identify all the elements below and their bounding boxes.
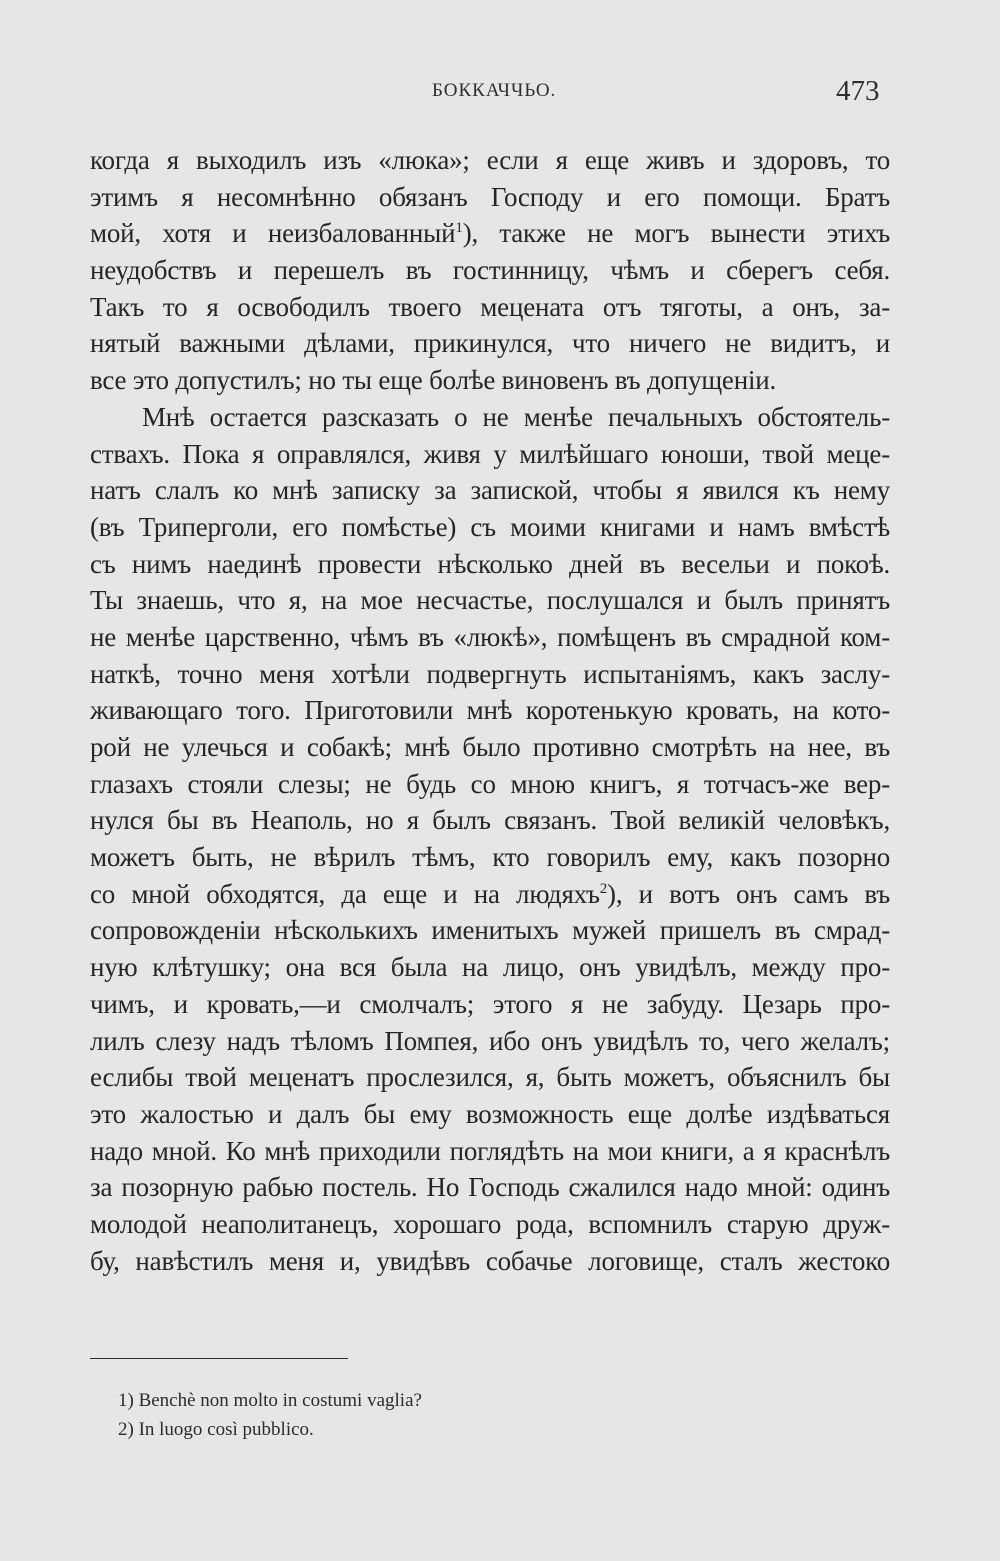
text-line: сопровожденiи нѣсколькихъ именитыхъ мужей пришелъ въ смрад- — [90, 915, 890, 946]
text-line: надо мной. Ко мнѣ приходили поглядѣть на мои книги, а я краснѣлъ — [90, 1135, 890, 1166]
text-line: молодой неаполитанецъ, хорошаго рода, вспомнилъ старую друж- — [90, 1208, 890, 1239]
text-line-start: мой, хотя и неизбалованный — [90, 218, 456, 249]
text-line: живающаго того. Приготовили мнѣ коротенькую кровать, на кото- — [90, 695, 890, 726]
text-line: съ нимъ наединѣ провести нѣсколько дней въ весельи и покоѣ. — [90, 548, 890, 579]
text-line: еслибы твой меценатъ прослезился, я, быть можетъ, объяснилъ бы — [90, 1062, 890, 1093]
text-line: глазахъ стояли слезы; не будь со мною книгъ, я тотчасъ-же вер- — [90, 768, 890, 799]
text-line: неудобствъ и перешелъ въ гостинницу, чѣмъ и сберегъ себя. — [90, 255, 890, 286]
text-line: бу, навѣстилъ меня и, увидѣвъ собачье логовище, сталъ жестоко — [90, 1245, 890, 1276]
text-line: (въ Триперголи, его помѣстье) съ моими книгами и намъ вмѣстѣ — [90, 511, 890, 542]
footnotes — [118, 1386, 422, 1444]
text-line: когда я выходилъ изъ «люка»; если я еще живъ и здоровъ, то — [90, 145, 890, 175]
text-line: нулся бы въ Неаполь, но я былъ связанъ. Твой великiй человѣкъ, — [90, 805, 890, 836]
text-line: не менѣе царственно, чѣмъ въ «люкѣ», помѣщенъ въ смрадной ком- — [90, 621, 890, 652]
paragraph-start-line: Мнѣ остается разсказать о не менѣе печальныхъ обстоятель- — [142, 401, 890, 432]
text-line — [90, 215, 890, 252]
text-line: натъ слалъ ко мнѣ записку за запиской, чтобы я явился къ нему — [90, 475, 890, 506]
text-line: ствахъ. Пока я оправлялся, живя у милѣйшаго юноши, твой мецe- — [90, 438, 890, 469]
footnote-1: 1) Benchè non molto in costumi vaglia? — [118, 1390, 422, 1411]
footnote-divider — [90, 1358, 348, 1359]
text-line: лилъ слезу надъ тѣломъ Помпея, ибо онъ увидѣлъ то, чего желалъ; — [90, 1025, 890, 1056]
text-line: наткѣ, точно меня хотѣли подвергнуть испытанiямъ, какъ заслу- — [90, 658, 890, 689]
text-line-end: ), также не могъ вынести этихъ — [462, 218, 891, 249]
running-title: БОККАЧЧЬО. — [432, 80, 557, 101]
text-line: этимъ я несомнѣнно обязанъ Господу и его помощи. Братъ — [90, 181, 890, 212]
text-line: за позорную рабью постель. Но Господь сжалился надо мной: одинъ — [90, 1172, 890, 1203]
text-line: нятый важными дѣлами, прикинулся, что ничего не видитъ, и — [90, 328, 890, 359]
text-line: можетъ быть, не вѣрилъ тѣмъ, кто говорилъ ему, какъ позорно — [90, 842, 890, 873]
text-line: ную клѣтушку; она вся была на лицо, онъ увидѣлъ, между про- — [90, 952, 890, 983]
text-line: Ты знаешь, что я, на мое несчастье, послушался и былъ принятъ — [90, 585, 890, 616]
text-line: это жалостью и далъ бы ему возможность еще долѣе издѣваться — [90, 1098, 890, 1129]
footnote-2: 2) In luogo così pubblico. — [118, 1419, 314, 1440]
text-line-end: ), и вотъ онъ самъ въ — [607, 878, 890, 909]
text-line — [90, 876, 890, 913]
text-line-start: со мной обходятся, да еще и на людяхъ — [90, 878, 600, 909]
text-line: Такъ то я освободилъ твоего мецената отъ тяготы, а онъ, за- — [90, 291, 890, 322]
text-line: чимъ, и кровать,—и смолчалъ; этого я не забуду. Цезарь про- — [90, 988, 890, 1019]
page-number: 473 — [836, 75, 880, 107]
text-line: все это допустилъ; но ты еще болѣе виновенъ въ допущенiи. — [90, 365, 777, 396]
footnote-ref-2: 2 — [599, 880, 608, 897]
text-line: рой не улечься и собакѣ; мнѣ было противно смотрѣть на нее, въ — [90, 732, 890, 762]
body-text — [90, 142, 890, 1279]
footnote-ref-1: 1 — [455, 220, 463, 237]
